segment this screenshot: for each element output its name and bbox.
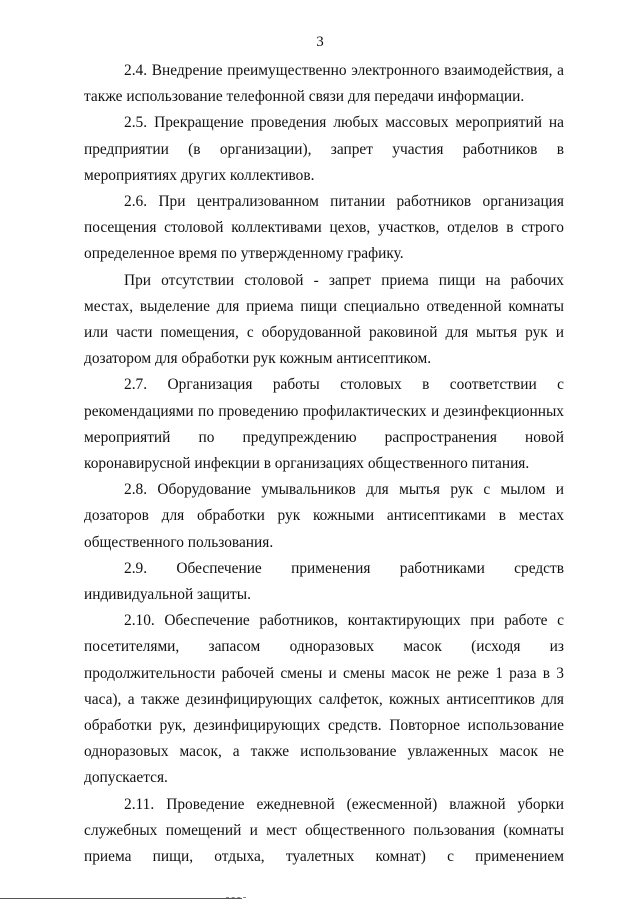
footer-rule [0, 898, 242, 899]
paragraph-2-6: 2.6. При централизованном питании работников организация посещения столовой коллективами цехов, участков, отделов в строго определенное время по утвержденному графику. [84, 193, 564, 263]
page-number: 3 [316, 34, 324, 50]
paragraph-2-10: 2.10. Обеспечение работников, контактирующих при работе с посетителями, запасом одноразовых масок (исходя из продолжительности рабочей смены и смены масок не реже 1 раза в 3 часа), а также дезинфицирующих салфеток, кожных антисептиков для обработки рук, дезинфицирующих средств. Повторное использование одноразовых масок, а также использование увлаженных масок не допускается. [84, 612, 564, 787]
footer-rule-dash [226, 897, 246, 899]
paragraph-2-8: 2.8. Оборудование умывальников для мытья рук с мылом и дозаторов для обработки рук кожными антисептиками в местах общественного пользования. [84, 481, 564, 551]
document-body [84, 58, 564, 870]
paragraph-2-11: 2.11. Проведение ежедневной (ежесменной) влажной уборки служебных помещений и мест общественного пользования (комнаты приема пищи, отдыха, туалетных комнат) с применением [84, 795, 564, 866]
paragraph-no-canteen: При отсутствии столовой - запрет приема пищи на рабочих местах, выделение для приема пищи специально отведенной комнаты или части помещения, с оборудованной раковиной для мытья рук и дозатором для обработки рук кожным антисептиком. [84, 271, 564, 368]
paragraph-2-7: 2.7. Организация работы столовых в соответствии с рекомендациями по проведению профилактических и дезинфекционных мероприятий по предупреждению распространения новой коронавирусной инфекции в организациях общественного питания. [84, 376, 564, 473]
paragraph-2-4: 2.4. Внедрение преимущественно электронного взаимодействия, а также использование телефонной связи для передачи информации. [84, 62, 564, 106]
paragraph-2-5: 2.5. Прекращение проведения любых массовых мероприятий на предприятии (в организации), запрет участия работников в мероприятиях других коллективов. [84, 114, 564, 184]
paragraph-2-9: 2.9. Обеспечение применения работниками средств индивидуальной защиты. [84, 559, 564, 604]
